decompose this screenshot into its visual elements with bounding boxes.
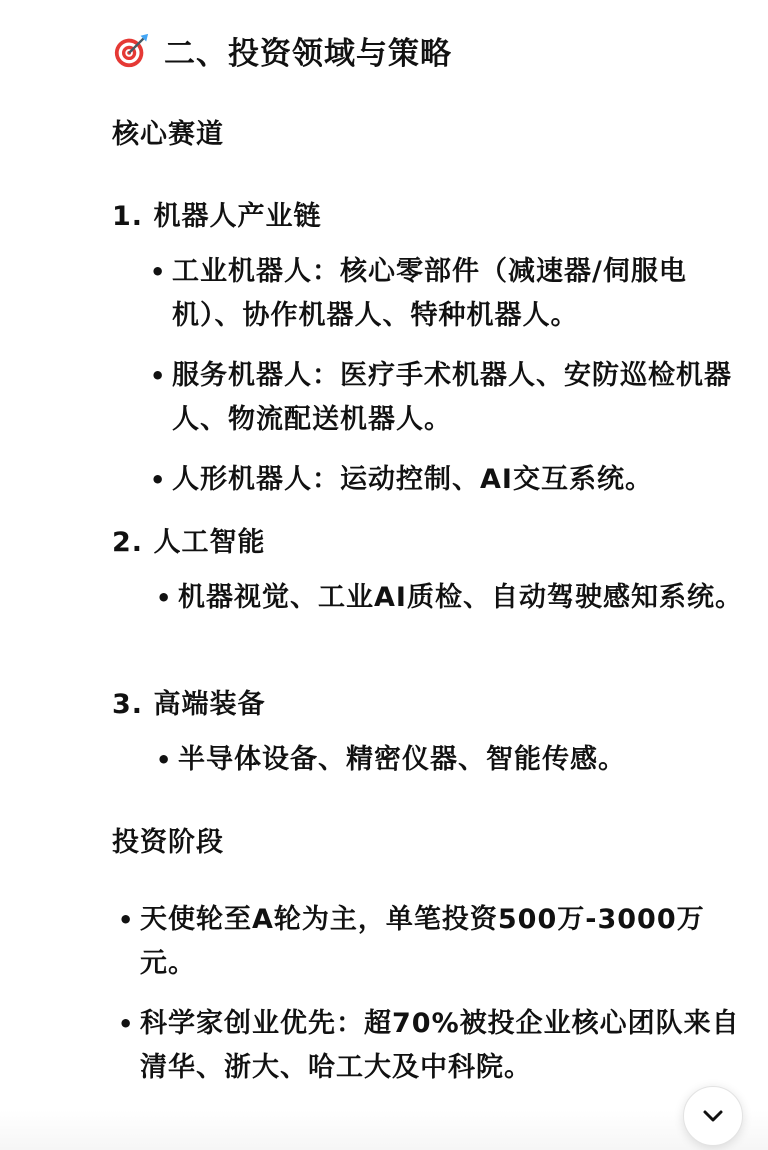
list-item-text: 机器视觉、工业AI质检、自动驾驶感知系统。	[178, 582, 743, 613]
list-item-text: 工业机器人：核心零部件（减速器/伺服电机）、协作机器人、特种机器人。	[172, 256, 687, 331]
list-item	[118, 898, 742, 986]
list-item-text: 天使轮至A轮为主，单笔投资500万-3000万元。	[140, 904, 705, 979]
track-item-robotics: 1. 机器人产业链	[112, 201, 322, 232]
core-track-title: 核心赛道	[112, 119, 224, 150]
bullet-dot: •	[156, 584, 173, 612]
list-item	[150, 250, 742, 338]
list-item-text: 半导体设备、精密仪器、智能传感。	[178, 744, 626, 775]
bottom-fade	[0, 1110, 768, 1150]
page-title: 二、投资领域与策略	[164, 36, 452, 72]
bullet-dot: •	[150, 258, 167, 286]
list-item	[156, 576, 744, 620]
investment-stage-title: 投资阶段	[112, 827, 224, 858]
bullet-dot: •	[156, 746, 173, 774]
list-item	[118, 1002, 742, 1090]
list-item-text: 人形机器人：运动控制、AI交互系统。	[172, 464, 653, 495]
list-item	[150, 458, 742, 502]
scroll-down-button[interactable]	[683, 1086, 743, 1146]
target-icon	[112, 32, 150, 70]
bullet-dot: •	[150, 362, 167, 390]
track-item-ai: 2. 人工智能	[112, 527, 266, 558]
list-item	[156, 738, 744, 782]
section-heading	[112, 28, 452, 73]
bullet-dot: •	[118, 906, 135, 934]
list-item-text: 服务机器人：医疗手术机器人、安防巡检机器人、物流配送机器人。	[172, 360, 732, 435]
bullet-dot: •	[118, 1010, 135, 1038]
track-item-equipment: 3. 高端装备	[112, 689, 266, 720]
list-item-text: 科学家创业优先：超70%被投企业核心团队来自清华、浙大、哈工大及中科院。	[140, 1008, 740, 1083]
bullet-dot: •	[150, 466, 167, 494]
chevron-down-icon	[700, 1103, 726, 1129]
list-item	[150, 354, 742, 442]
